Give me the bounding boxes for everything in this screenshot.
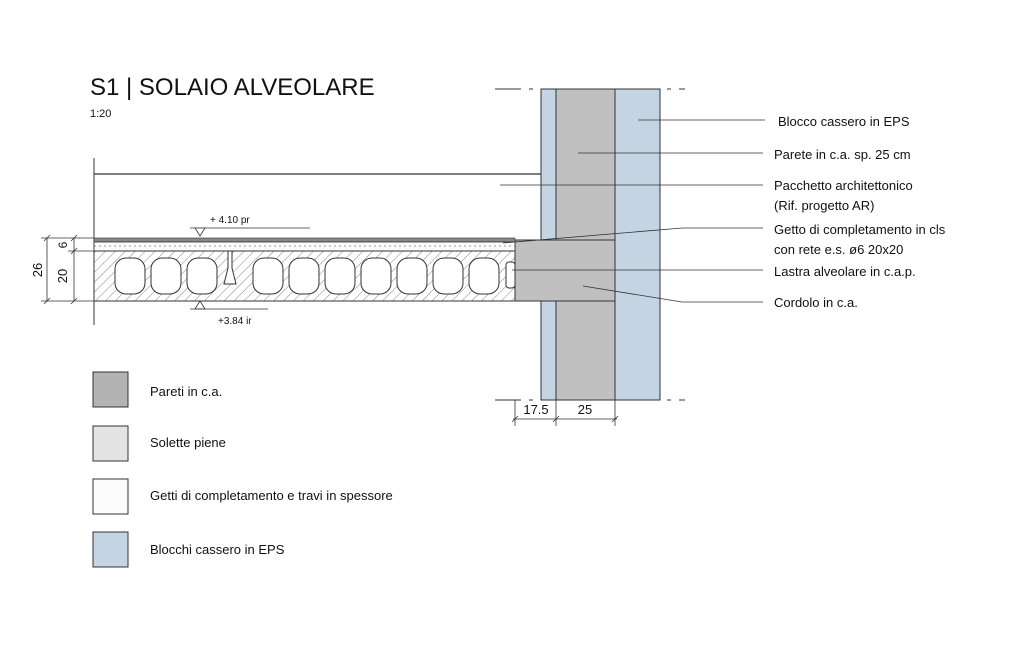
floor-finish bbox=[94, 238, 515, 242]
callout-package: Pacchetto architettonico bbox=[774, 178, 913, 193]
dim-slab: 20 bbox=[55, 268, 70, 284]
drawing-scale: 1:20 bbox=[90, 108, 112, 120]
drawing-title: S1 | SOLAIO ALVEOLARE bbox=[90, 74, 375, 101]
cordolo bbox=[515, 240, 615, 301]
hollow-core-slab bbox=[94, 251, 515, 301]
level-top-label: + 4.10 pr bbox=[210, 215, 250, 226]
legend-swatch-slabs bbox=[93, 426, 128, 461]
level-bottom bbox=[190, 301, 268, 327]
eps-block-outer bbox=[615, 89, 660, 400]
slab-core bbox=[289, 258, 319, 294]
level-bottom-label: +3.84 ir bbox=[218, 316, 252, 327]
callout-topping: Getto di completamento in cls bbox=[774, 222, 946, 237]
legend-label-eps: Blocchi cassero in EPS bbox=[150, 542, 285, 557]
callout-eps-block: Blocco cassero in EPS bbox=[778, 114, 910, 129]
dim-total: 26 bbox=[30, 262, 45, 278]
callout-cordolo: Cordolo in c.a. bbox=[774, 295, 858, 310]
slab-core bbox=[151, 258, 181, 294]
legend-swatch-eps bbox=[93, 532, 128, 567]
legend-swatch-toppings bbox=[93, 479, 128, 514]
slab-core bbox=[397, 258, 427, 294]
legend-label-slabs: Solette piene bbox=[150, 435, 226, 450]
callout-package-ref: (Rif. progetto AR) bbox=[774, 198, 875, 213]
slab-core bbox=[115, 258, 145, 294]
slab-core bbox=[469, 258, 499, 294]
callout-topping-mesh: con rete e.s. ø6 20x20 bbox=[774, 242, 904, 257]
slab-core bbox=[187, 258, 217, 294]
dim-wall: 25 bbox=[577, 402, 593, 417]
slab-core bbox=[361, 258, 391, 294]
callout-wall: Parete in c.a. sp. 25 cm bbox=[774, 147, 911, 162]
callout-hollow-slab: Lastra alveolare in c.a.p. bbox=[774, 264, 916, 279]
slab-core bbox=[325, 258, 355, 294]
dim-eps: 17.5 bbox=[523, 402, 549, 417]
topping-concrete bbox=[94, 242, 515, 251]
level-top bbox=[190, 215, 310, 236]
legend-label-walls: Pareti in c.a. bbox=[150, 384, 223, 399]
legend-label-toppings: Getti di completamento e travi in spessore bbox=[150, 488, 393, 503]
slab-core bbox=[433, 258, 463, 294]
slab-end-core bbox=[506, 262, 515, 288]
slab-core bbox=[253, 258, 283, 294]
dim-topping: 6 bbox=[56, 241, 70, 249]
legend bbox=[93, 372, 393, 567]
legend-swatch-walls bbox=[93, 372, 128, 407]
